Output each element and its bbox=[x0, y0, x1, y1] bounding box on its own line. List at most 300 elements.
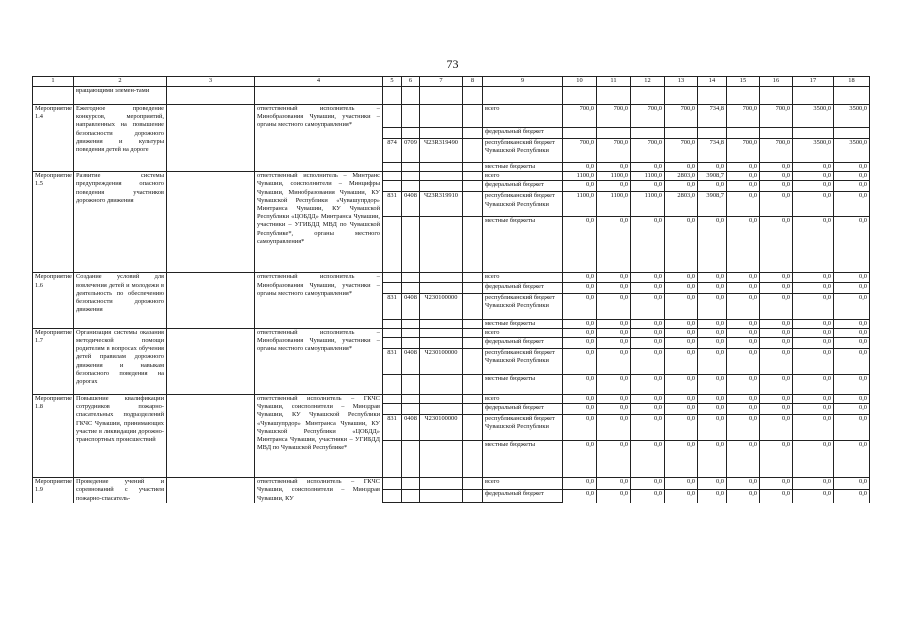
funding-source: всего bbox=[483, 395, 563, 404]
grbs-code bbox=[383, 395, 402, 404]
amount-cell bbox=[793, 128, 834, 139]
amount-cell: 0,0 bbox=[698, 395, 727, 404]
empty-cell bbox=[167, 328, 255, 394]
target-article-code bbox=[420, 273, 463, 282]
expense-type bbox=[463, 163, 483, 172]
expense-type bbox=[463, 338, 483, 349]
amount-cell: 0,0 bbox=[698, 319, 727, 328]
amount-cell: 0,0 bbox=[727, 328, 760, 337]
amount-cell: 3500,0 bbox=[793, 139, 834, 163]
grbs-code bbox=[383, 217, 402, 273]
amount-cell: 0,0 bbox=[631, 478, 665, 489]
empty-cell bbox=[760, 87, 793, 105]
amount-cell: 0,0 bbox=[698, 375, 727, 395]
amount-cell: 0,0 bbox=[563, 404, 597, 415]
column-number: 6 bbox=[402, 77, 420, 87]
amount-cell: 0,0 bbox=[727, 395, 760, 404]
funding-source: всего bbox=[483, 273, 563, 282]
amount-cell: 0,0 bbox=[563, 478, 597, 489]
amount-cell: 0,0 bbox=[698, 441, 727, 478]
amount-cell: 0,0 bbox=[563, 163, 597, 172]
executor: ответственный исполнитель – Минобразования Чувашии, участники – органы местного самоуправления* bbox=[255, 328, 383, 394]
column-number: 2 bbox=[74, 77, 167, 87]
executor: ответственный исполнитель – Минобразования Чувашии, участники – органы местного самоуправления* bbox=[255, 273, 383, 328]
empty-cell bbox=[483, 87, 563, 105]
section-code bbox=[402, 181, 420, 192]
funding-source: всего bbox=[483, 105, 563, 128]
section-code bbox=[402, 404, 420, 415]
amount-cell bbox=[698, 128, 727, 139]
section-code bbox=[402, 441, 420, 478]
target-article-code: Ч230100000 bbox=[420, 415, 463, 441]
amount-cell: 700,0 bbox=[727, 105, 760, 128]
amount-cell: 0,0 bbox=[760, 489, 793, 503]
amount-cell: 0,0 bbox=[760, 338, 793, 349]
executor: ответственный исполнитель – ГКЧС Чувашии, соисполнители – Минздрав Чувашии, КУ bbox=[255, 478, 383, 503]
funding-source: всего bbox=[483, 328, 563, 337]
amount-cell: 0,0 bbox=[793, 415, 834, 441]
amount-cell: 1100,0 bbox=[563, 192, 597, 217]
amount-cell: 3500,0 bbox=[834, 105, 870, 128]
empty-cell bbox=[167, 478, 255, 503]
amount-cell: 0,0 bbox=[665, 338, 698, 349]
funding-source: республиканский бюджет Чувашской Республики bbox=[483, 415, 563, 441]
amount-cell: 0,0 bbox=[727, 163, 760, 172]
section-code bbox=[402, 395, 420, 404]
amount-cell: 0,0 bbox=[665, 217, 698, 273]
expense-type bbox=[463, 415, 483, 441]
amount-cell: 0,0 bbox=[631, 328, 665, 337]
measure-number: Мероприятие 1.8 bbox=[33, 395, 74, 478]
section-code: 0709 bbox=[402, 139, 420, 163]
amount-cell: 3500,0 bbox=[834, 139, 870, 163]
expense-type bbox=[463, 404, 483, 415]
amount-cell: 700,0 bbox=[760, 105, 793, 128]
target-article-code bbox=[420, 375, 463, 395]
amount-cell: 700,0 bbox=[631, 139, 665, 163]
amount-cell: 0,0 bbox=[665, 404, 698, 415]
amount-cell: 0,0 bbox=[665, 282, 698, 293]
amount-cell: 700,0 bbox=[665, 139, 698, 163]
target-article-code bbox=[420, 395, 463, 404]
amount-cell: 0,0 bbox=[631, 375, 665, 395]
column-number: 12 bbox=[631, 77, 665, 87]
section-code bbox=[402, 338, 420, 349]
funding-source: федеральный бюджет bbox=[483, 128, 563, 139]
amount-cell: 0,0 bbox=[698, 489, 727, 503]
amount-cell: 0,0 bbox=[698, 349, 727, 375]
column-number: 16 bbox=[760, 77, 793, 87]
target-article-code bbox=[420, 128, 463, 139]
amount-cell: 700,0 bbox=[597, 139, 631, 163]
target-article-code: Ч230100000 bbox=[420, 349, 463, 375]
table-row bbox=[33, 87, 870, 105]
funding-source: федеральный бюджет bbox=[483, 489, 563, 503]
amount-cell bbox=[597, 128, 631, 139]
grbs-code bbox=[383, 163, 402, 172]
target-article-code bbox=[420, 181, 463, 192]
amount-cell: 0,0 bbox=[727, 404, 760, 415]
amount-cell: 0,0 bbox=[597, 338, 631, 349]
amount-cell: 0,0 bbox=[760, 217, 793, 273]
measure-number: Мероприятие 1.4 bbox=[33, 105, 74, 172]
amount-cell: 0,0 bbox=[834, 415, 870, 441]
expense-type bbox=[463, 441, 483, 478]
amount-cell: 0,0 bbox=[631, 181, 665, 192]
amount-cell: 0,0 bbox=[793, 293, 834, 319]
expense-type bbox=[463, 395, 483, 404]
amount-cell: 0,0 bbox=[698, 181, 727, 192]
amount-cell: 0,0 bbox=[727, 349, 760, 375]
amount-cell: 0,0 bbox=[563, 349, 597, 375]
section-code bbox=[402, 489, 420, 503]
empty-cell bbox=[727, 87, 760, 105]
amount-cell: 0,0 bbox=[665, 319, 698, 328]
amount-cell bbox=[665, 128, 698, 139]
amount-cell: 0,0 bbox=[793, 441, 834, 478]
amount-cell: 3908,7 bbox=[698, 172, 727, 181]
grbs-code: 831 bbox=[383, 415, 402, 441]
empty-cell bbox=[383, 87, 402, 105]
amount-cell: 1100,0 bbox=[631, 172, 665, 181]
column-number: 15 bbox=[727, 77, 760, 87]
section-code bbox=[402, 105, 420, 128]
amount-cell: 0,0 bbox=[793, 163, 834, 172]
amount-cell: 734,8 bbox=[698, 105, 727, 128]
amount-cell bbox=[631, 128, 665, 139]
empty-cell bbox=[463, 87, 483, 105]
column-number: 14 bbox=[698, 77, 727, 87]
funding-source: республиканский бюджет Чувашской Республики bbox=[483, 192, 563, 217]
amount-cell: 0,0 bbox=[834, 328, 870, 337]
amount-cell: 0,0 bbox=[597, 404, 631, 415]
amount-cell: 0,0 bbox=[793, 478, 834, 489]
funding-source: республиканский бюджет Чувашской Республики bbox=[483, 349, 563, 375]
amount-cell bbox=[727, 128, 760, 139]
amount-cell: 0,0 bbox=[834, 192, 870, 217]
amount-cell: 0,0 bbox=[727, 338, 760, 349]
expense-type bbox=[463, 172, 483, 181]
target-article-code: Ч23R319490 bbox=[420, 139, 463, 163]
empty-cell bbox=[698, 87, 727, 105]
column-number: 4 bbox=[255, 77, 383, 87]
empty-cell bbox=[167, 87, 255, 105]
amount-cell: 0,0 bbox=[760, 328, 793, 337]
amount-cell: 0,0 bbox=[698, 404, 727, 415]
grbs-code: 831 bbox=[383, 293, 402, 319]
grbs-code bbox=[383, 375, 402, 395]
column-number: 13 bbox=[665, 77, 698, 87]
amount-cell: 0,0 bbox=[597, 282, 631, 293]
funding-source: всего bbox=[483, 172, 563, 181]
amount-cell: 0,0 bbox=[563, 375, 597, 395]
amount-cell: 0,0 bbox=[597, 217, 631, 273]
section-code: 0408 bbox=[402, 192, 420, 217]
column-number: 18 bbox=[834, 77, 870, 87]
section-code bbox=[402, 319, 420, 328]
amount-cell: 0,0 bbox=[698, 217, 727, 273]
amount-cell: 0,0 bbox=[727, 282, 760, 293]
amount-cell: 0,0 bbox=[760, 181, 793, 192]
amount-cell: 0,0 bbox=[793, 395, 834, 404]
amount-cell: 0,0 bbox=[834, 293, 870, 319]
amount-cell: 0,0 bbox=[834, 489, 870, 503]
amount-cell: 0,0 bbox=[727, 273, 760, 282]
section-code: 0408 bbox=[402, 415, 420, 441]
amount-cell: 3908,7 bbox=[698, 192, 727, 217]
target-article-code bbox=[420, 217, 463, 273]
target-article-code bbox=[420, 319, 463, 328]
section-code bbox=[402, 478, 420, 489]
empty-cell bbox=[167, 273, 255, 328]
amount-cell: 0,0 bbox=[597, 319, 631, 328]
amount-cell: 0,0 bbox=[631, 415, 665, 441]
amount-cell: 0,0 bbox=[665, 395, 698, 404]
grbs-code bbox=[383, 328, 402, 337]
expense-type bbox=[463, 139, 483, 163]
amount-cell: 0,0 bbox=[631, 489, 665, 503]
grbs-code bbox=[383, 404, 402, 415]
amount-cell: 700,0 bbox=[597, 105, 631, 128]
funding-source: федеральный бюджет bbox=[483, 181, 563, 192]
target-article-code bbox=[420, 489, 463, 503]
amount-cell: 0,0 bbox=[727, 192, 760, 217]
section-code bbox=[402, 282, 420, 293]
amount-cell: 0,0 bbox=[631, 163, 665, 172]
amount-cell: 0,0 bbox=[563, 319, 597, 328]
amount-cell: 0,0 bbox=[631, 217, 665, 273]
amount-cell: 0,0 bbox=[834, 395, 870, 404]
amount-cell: 0,0 bbox=[834, 375, 870, 395]
amount-cell: 0,0 bbox=[793, 349, 834, 375]
amount-cell: 0,0 bbox=[597, 328, 631, 337]
amount-cell: 0,0 bbox=[760, 349, 793, 375]
amount-cell: 0,0 bbox=[727, 293, 760, 319]
amount-cell: 0,0 bbox=[698, 282, 727, 293]
page-number: 73 bbox=[446, 57, 459, 71]
empty-cell bbox=[597, 87, 631, 105]
funding-source: местные бюджеты bbox=[483, 319, 563, 328]
measure-name: Проведение учений и соревнований с участием пожарно-спасатель- bbox=[74, 478, 167, 503]
funding-source: федеральный бюджет bbox=[483, 404, 563, 415]
continuation-text: вращающими элемен-тами bbox=[74, 87, 167, 105]
expense-type bbox=[463, 319, 483, 328]
amount-cell: 0,0 bbox=[563, 441, 597, 478]
amount-cell: 3500,0 bbox=[793, 105, 834, 128]
amount-cell: 0,0 bbox=[597, 478, 631, 489]
amount-cell: 0,0 bbox=[793, 172, 834, 181]
amount-cell: 0,0 bbox=[597, 293, 631, 319]
amount-cell: 0,0 bbox=[760, 395, 793, 404]
amount-cell: 0,0 bbox=[665, 415, 698, 441]
column-number: 9 bbox=[483, 77, 563, 87]
amount-cell: 0,0 bbox=[563, 415, 597, 441]
column-number: 11 bbox=[597, 77, 631, 87]
column-number-row bbox=[33, 77, 870, 87]
amount-cell: 0,0 bbox=[834, 349, 870, 375]
amount-cell: 0,0 bbox=[760, 415, 793, 441]
grbs-code: 874 bbox=[383, 139, 402, 163]
grbs-code bbox=[383, 128, 402, 139]
amount-cell: 0,0 bbox=[760, 375, 793, 395]
amount-cell: 0,0 bbox=[760, 172, 793, 181]
amount-cell: 0,0 bbox=[834, 478, 870, 489]
executor: ответственный исполнитель – ГКЧС Чувашии, соисполнители – Минздрав Чувашии, КУ Чувашской Республики «Чувашупрдор» Минтранса Чувашии, КУ Чувашской Республики «ЦОБДД» Минтранса Чувашии, участники – УГИБДД МВД по Чувашской Республике* bbox=[255, 395, 383, 478]
expense-type bbox=[463, 282, 483, 293]
amount-cell: 0,0 bbox=[631, 349, 665, 375]
amount-cell: 0,0 bbox=[834, 338, 870, 349]
amount-cell: 0,0 bbox=[631, 273, 665, 282]
amount-cell: 0,0 bbox=[563, 282, 597, 293]
expense-type bbox=[463, 349, 483, 375]
amount-cell: 0,0 bbox=[727, 441, 760, 478]
expense-type bbox=[463, 328, 483, 337]
table-row bbox=[33, 328, 870, 337]
table-row bbox=[33, 273, 870, 282]
amount-cell: 0,0 bbox=[631, 319, 665, 328]
amount-cell: 0,0 bbox=[597, 375, 631, 395]
column-number: 1 bbox=[33, 77, 74, 87]
amount-cell: 0,0 bbox=[760, 319, 793, 328]
measure-name: Организация системы оказания методической помощи родителям в вопросах обучения детей правилам дорожного движения и навыкам безопасного поведения на дорогах bbox=[74, 328, 167, 394]
measure-number: Мероприятие 1.7 bbox=[33, 328, 74, 394]
amount-cell: 0,0 bbox=[597, 349, 631, 375]
amount-cell: 700,0 bbox=[760, 139, 793, 163]
amount-cell: 0,0 bbox=[631, 282, 665, 293]
table-row bbox=[33, 105, 870, 128]
amount-cell: 0,0 bbox=[597, 273, 631, 282]
amount-cell: 700,0 bbox=[631, 105, 665, 128]
amount-cell: 0,0 bbox=[834, 441, 870, 478]
amount-cell: 0,0 bbox=[665, 349, 698, 375]
amount-cell: 0,0 bbox=[793, 192, 834, 217]
funding-source: федеральный бюджет bbox=[483, 338, 563, 349]
expense-type bbox=[463, 489, 483, 503]
funding-source: местные бюджеты bbox=[483, 375, 563, 395]
amount-cell: 0,0 bbox=[793, 282, 834, 293]
grbs-code bbox=[383, 489, 402, 503]
amount-cell: 0,0 bbox=[665, 293, 698, 319]
amount-cell bbox=[563, 128, 597, 139]
column-number: 10 bbox=[563, 77, 597, 87]
section-code bbox=[402, 163, 420, 172]
amount-cell: 0,0 bbox=[727, 415, 760, 441]
table-row bbox=[33, 395, 870, 404]
amount-cell: 0,0 bbox=[793, 404, 834, 415]
empty-cell bbox=[402, 87, 420, 105]
amount-cell: 0,0 bbox=[727, 375, 760, 395]
table-row bbox=[33, 172, 870, 181]
amount-cell: 1100,0 bbox=[631, 192, 665, 217]
funding-source: местные бюджеты bbox=[483, 217, 563, 273]
amount-cell: 0,0 bbox=[563, 293, 597, 319]
measure-name: Повышение квалификации сотрудников пожарно-спасательных подразделений ГКЧС Чувашии, принимающих участие в ликвидации дорожно-транспортных происшествий bbox=[74, 395, 167, 478]
grbs-code bbox=[383, 105, 402, 128]
section-code bbox=[402, 172, 420, 181]
empty-cell bbox=[420, 87, 463, 105]
empty-cell bbox=[167, 395, 255, 478]
amount-cell: 0,0 bbox=[563, 181, 597, 192]
target-article-code bbox=[420, 105, 463, 128]
section-code bbox=[402, 375, 420, 395]
section-code: 0408 bbox=[402, 293, 420, 319]
budget-table bbox=[32, 76, 870, 503]
amount-cell: 0,0 bbox=[665, 328, 698, 337]
funding-source: всего bbox=[483, 478, 563, 489]
amount-cell: 0,0 bbox=[563, 395, 597, 404]
amount-cell: 0,0 bbox=[698, 338, 727, 349]
amount-cell: 0,0 bbox=[834, 181, 870, 192]
amount-cell: 0,0 bbox=[760, 478, 793, 489]
amount-cell: 0,0 bbox=[665, 478, 698, 489]
executor: ответственный исполнитель – Минтранс Чувашии, соисполнители – Минцифры Чувашии, Минобразования Чувашии, КУ Чувашской Республики «Чувашупрдор» Минтранса Чувашии, КУ Чувашской Республики «ЦОБДД» Минтранса Чувашии, участники – УГИБДД МВД по Чувашской Республике*, органы местного самоуправления* bbox=[255, 172, 383, 273]
empty-cell bbox=[834, 87, 870, 105]
grbs-code bbox=[383, 273, 402, 282]
amount-cell: 700,0 bbox=[727, 139, 760, 163]
amount-cell: 0,0 bbox=[834, 163, 870, 172]
amount-cell: 0,0 bbox=[597, 489, 631, 503]
funding-source: местные бюджеты bbox=[483, 441, 563, 478]
amount-cell: 0,0 bbox=[563, 489, 597, 503]
grbs-code bbox=[383, 478, 402, 489]
amount-cell: 0,0 bbox=[793, 489, 834, 503]
target-article-code bbox=[420, 172, 463, 181]
amount-cell: 0,0 bbox=[727, 478, 760, 489]
amount-cell: 0,0 bbox=[698, 478, 727, 489]
measure-number: Мероприятие 1.6 bbox=[33, 273, 74, 328]
amount-cell: 0,0 bbox=[793, 338, 834, 349]
amount-cell: 0,0 bbox=[631, 338, 665, 349]
amount-cell: 0,0 bbox=[834, 282, 870, 293]
amount-cell: 0,0 bbox=[793, 273, 834, 282]
amount-cell: 0,0 bbox=[760, 282, 793, 293]
target-article-code bbox=[420, 441, 463, 478]
amount-cell: 0,0 bbox=[665, 489, 698, 503]
section-code bbox=[402, 217, 420, 273]
amount-cell: 0,0 bbox=[834, 404, 870, 415]
amount-cell: 0,0 bbox=[727, 489, 760, 503]
grbs-code: 831 bbox=[383, 192, 402, 217]
empty-cell bbox=[255, 87, 383, 105]
funding-source: республиканский бюджет Чувашской Республики bbox=[483, 139, 563, 163]
amount-cell: 0,0 bbox=[834, 217, 870, 273]
expense-type bbox=[463, 375, 483, 395]
amount-cell: 0,0 bbox=[793, 217, 834, 273]
measure-number: Мероприятие 1.9 bbox=[33, 478, 74, 503]
amount-cell: 0,0 bbox=[760, 273, 793, 282]
expense-type bbox=[463, 181, 483, 192]
amount-cell: 0,0 bbox=[698, 293, 727, 319]
amount-cell: 0,0 bbox=[793, 328, 834, 337]
expense-type bbox=[463, 293, 483, 319]
target-article-code bbox=[420, 404, 463, 415]
grbs-code: 831 bbox=[383, 349, 402, 375]
amount-cell: 0,0 bbox=[834, 172, 870, 181]
target-article-code bbox=[420, 328, 463, 337]
amount-cell: 734,8 bbox=[698, 139, 727, 163]
amount-cell: 0,0 bbox=[760, 404, 793, 415]
empty-cell bbox=[167, 105, 255, 172]
grbs-code bbox=[383, 319, 402, 328]
expense-type bbox=[463, 128, 483, 139]
amount-cell: 0,0 bbox=[597, 441, 631, 478]
amount-cell: 700,0 bbox=[563, 139, 597, 163]
measure-name: Ежегодное проведение конкурсов, мероприятий, направленных на повышение безопасности дорожного движения и культуры поведения детей на дороге bbox=[74, 105, 167, 172]
amount-cell: 0,0 bbox=[698, 328, 727, 337]
amount-cell: 0,0 bbox=[834, 319, 870, 328]
amount-cell: 0,0 bbox=[631, 293, 665, 319]
target-article-code bbox=[420, 163, 463, 172]
